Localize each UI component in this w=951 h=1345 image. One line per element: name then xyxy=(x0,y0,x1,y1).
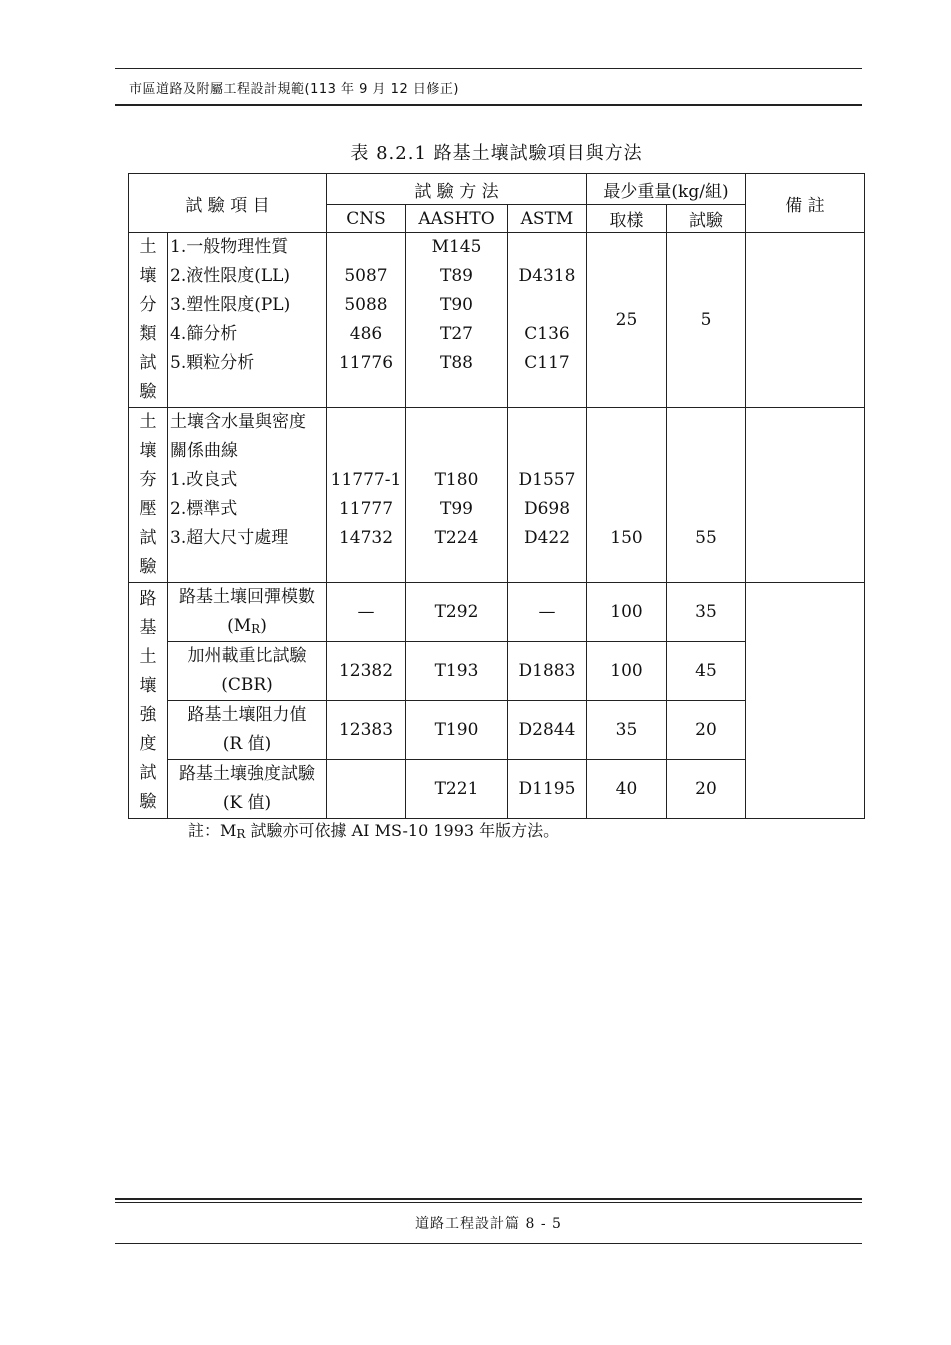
classification-items: 1.一般物理性質 2.液性限度(LL) 3.塑性限度(PL) 4.篩分析 5.顆粒分析 xyxy=(168,233,327,408)
compaction-items: 土壤含水量與密度 關係曲線 1.改良式 2.標準式 3.超大尺寸處理 xyxy=(168,408,327,583)
strength-test-weight: 45 xyxy=(667,642,746,701)
compaction-test-weight: 55 xyxy=(667,408,746,583)
subheader-test: 試驗 xyxy=(667,205,746,233)
strength-astm: — xyxy=(508,583,587,642)
strength-remark xyxy=(746,583,865,819)
table-note: 註：MR 試驗亦可依據 AI MS-10 1993 年版方法。 xyxy=(188,821,560,841)
footer-bottom-rule xyxy=(115,1243,862,1244)
header-top-rule xyxy=(115,68,862,69)
subheader-cns: CNS xyxy=(327,205,406,233)
footer-top-rule-thick xyxy=(115,1198,862,1200)
strength-cns: 12383 xyxy=(327,701,406,760)
strength-sample-weight: 100 xyxy=(587,642,667,701)
strength-item-r-value: 路基土壤阻力值 (R 值) xyxy=(168,701,327,760)
table-row xyxy=(129,583,865,642)
classification-test-weight: 5 xyxy=(667,233,746,408)
subheader-aashto: AASHTO xyxy=(406,205,508,233)
header-test-method: 試 驗 方 法 xyxy=(327,174,587,205)
strength-astm: D2844 xyxy=(508,701,587,760)
running-header: 市區道路及附屬工程設計規範(113 年 9 月 12 日修正) xyxy=(129,82,459,97)
header-remark: 備 註 xyxy=(746,174,865,233)
strength-cns xyxy=(327,760,406,819)
compaction-cns: 11777-1 11777 14732 xyxy=(327,408,406,583)
strength-test-weight: 35 xyxy=(667,583,746,642)
subheader-astm: ASTM xyxy=(508,205,587,233)
strength-aashto: T221 xyxy=(406,760,508,819)
compaction-sample-weight: 150 xyxy=(587,408,667,583)
strength-item-resilient-modulus: 路基土壤回彈模數 (MR) xyxy=(168,583,327,642)
header-min-weight: 最少重量(kg/組) xyxy=(587,174,746,205)
compaction-aashto: T180 T99 T224 xyxy=(406,408,508,583)
strength-test-weight: 20 xyxy=(667,760,746,819)
compaction-astm: D1557 D698 D422 xyxy=(508,408,587,583)
strength-item-cbr: 加州載重比試驗 (CBR) xyxy=(168,642,327,701)
classification-cns: 5087 5088 486 11776 xyxy=(327,233,406,408)
strength-sample-weight: 100 xyxy=(587,583,667,642)
page-number: 道路工程設計篇 8 - 5 xyxy=(415,1216,562,1232)
classification-remark xyxy=(746,233,865,408)
group-label-strength: 路 基 土 壤 強 度 試 驗 xyxy=(129,583,168,819)
header-bottom-rule xyxy=(115,104,862,106)
soil-test-table xyxy=(128,173,865,819)
table-row xyxy=(129,233,865,408)
footer-top-rule-thin xyxy=(115,1202,862,1203)
subheader-sample: 取樣 xyxy=(587,205,667,233)
table-caption: 表 8.2.1 路基土壤試驗項目與方法 xyxy=(350,143,643,164)
group-label-compaction: 土 壤 夯 壓 試 驗 xyxy=(129,408,168,583)
strength-cns: 12382 xyxy=(327,642,406,701)
header-test-item: 試 驗 項 目 xyxy=(129,174,327,233)
strength-item-k-value: 路基土壤強度試驗 (K 值) xyxy=(168,760,327,819)
group-label-classification: 土 壤 分 類 試 驗 xyxy=(129,233,168,408)
strength-sample-weight: 40 xyxy=(587,760,667,819)
classification-sample-weight: 25 xyxy=(587,233,667,408)
strength-test-weight: 20 xyxy=(667,701,746,760)
strength-aashto: T292 xyxy=(406,583,508,642)
strength-aashto: T193 xyxy=(406,642,508,701)
strength-astm: D1195 xyxy=(508,760,587,819)
classification-astm: D4318 C136 C117 xyxy=(508,233,587,408)
classification-aashto: M145 T89 T90 T27 T88 xyxy=(406,233,508,408)
strength-cns: — xyxy=(327,583,406,642)
strength-astm: D1883 xyxy=(508,642,587,701)
table-row xyxy=(129,408,865,583)
compaction-remark xyxy=(746,408,865,583)
strength-aashto: T190 xyxy=(406,701,508,760)
strength-sample-weight: 35 xyxy=(587,701,667,760)
